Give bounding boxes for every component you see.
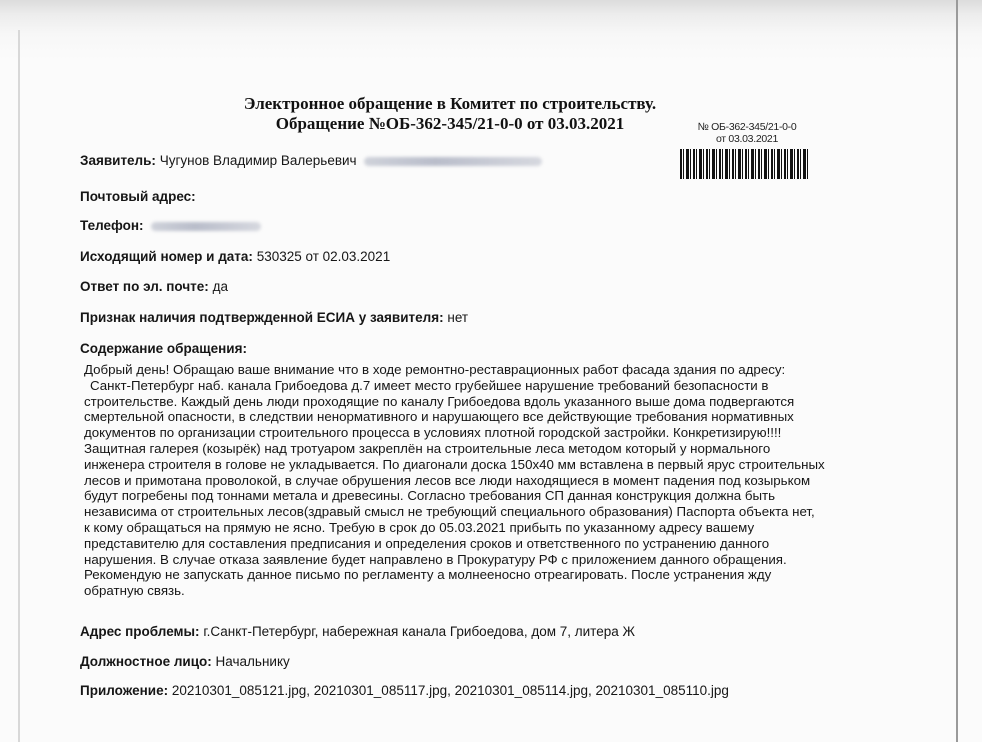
outgoing-number-field xyxy=(80,248,390,265)
heading-line-2: Обращение №ОБ-362-345/21-0-0 от 03.03.2021 xyxy=(275,114,625,133)
problem-address-field xyxy=(80,623,635,640)
phone-label: Телефон: xyxy=(80,218,144,233)
body-line: к кому обращаться на прямую не ясно. Требую в срок до 05.03.2021 прибыть по указанному адресу вашему xyxy=(84,519,755,535)
problem-address-value: г.Санкт-Петербург, набережная канала Грибоедова, дом 7, литера Ж xyxy=(203,624,635,639)
body-line: Защитная галерея (козырёк) над тротуаром закреплён на строительные леса методом который у нормального xyxy=(84,440,771,456)
heading-line-1: Электронное обращение в Комитет по строительству. xyxy=(243,94,657,113)
email-reply-field xyxy=(80,278,228,295)
esia-field xyxy=(80,309,468,326)
redacted-phone xyxy=(151,222,261,231)
esia-value: нет xyxy=(447,310,469,325)
applicant-field xyxy=(80,152,542,169)
body-line: Санкт-Петербург наб. канала Грибоедова д.7 имеет место грубейшее нарушение требований безопасности в xyxy=(90,377,769,393)
redacted-email xyxy=(364,157,542,166)
body-line: документов по организации строительного процесса в условиях плотной городской застройки. Конкретизирую!!!! xyxy=(84,425,782,441)
content-label: Содержание обращения: xyxy=(80,341,247,356)
body-line: строительстве. Каждый день люди проходящие по каналу Грибоедова вдоль указанного выше дома подвергаются xyxy=(84,393,795,409)
document-heading xyxy=(240,94,660,134)
body-line: обратную связь. xyxy=(84,583,185,599)
body-line: Добрый день! Обращаю ваше внимание что в ходе ремонтно-реставрационных работ фасада здания по адресу: xyxy=(84,362,786,377)
attachment-value: 20210301_085121.jpg, 20210301_085117.jpg, 20210301_085114.jpg, 20210301_085110.jpg xyxy=(171,683,729,698)
applicant-value: Чугунов Владимир Валерьевич xyxy=(159,153,357,168)
postal-address-label: Почтовый адрес: xyxy=(80,189,196,204)
appeal-body xyxy=(84,362,894,599)
body-line: лесов и примотана проволокой, в случае обрушения лесов все люди находящиеся в момент падения под козырьком xyxy=(84,472,811,488)
body-line: инженера строителя в голове не укладывается. По диагонали доска 150х40 мм вставлена в первый ярус строительных xyxy=(84,456,825,472)
applicant-label: Заявитель: xyxy=(80,153,156,168)
attachment-label: Приложение: xyxy=(80,683,169,698)
barcode-date: от 03.03.2021 xyxy=(716,133,778,145)
barcode-icon xyxy=(680,149,808,179)
body-line: будут погребены под тоннами метала и древесины. Согласно требования СП данная конструкция должна быть xyxy=(84,488,776,504)
registration-barcode-block xyxy=(672,121,822,181)
official-label: Должностное лицо: xyxy=(80,654,212,669)
email-reply-value: да xyxy=(212,279,228,294)
body-line: нарушения. В случае отказа заявление будет направлено в Прокуратуру РФ с приложением данного обращения. xyxy=(84,551,787,567)
phone-field xyxy=(80,217,261,234)
attachment-field xyxy=(80,682,729,699)
content-field xyxy=(80,340,247,357)
body-line: независима от строительных лесов(здравый смысл не требующий специального образования) Паспорта объекта нет, xyxy=(84,504,815,520)
postal-address-field xyxy=(80,188,196,205)
official-field xyxy=(80,653,290,670)
body-line: смертельной опасности, в следствии ненормативного и нарушающего все действующие требования нормативных xyxy=(84,409,794,425)
outgoing-number-label: Исходящий номер и дата: xyxy=(80,249,253,264)
official-value: Начальнику xyxy=(215,654,290,669)
esia-label: Признак наличия подтвержденной ЕСИА у заявителя: xyxy=(80,310,444,325)
outgoing-number-value: 530325 от 02.03.2021 xyxy=(256,249,391,264)
body-line: представителю для составления предписания и определения сроков и ответственного по устранению данного xyxy=(84,535,770,551)
body-line: Рекомендую не запускать данное письмо по регламенту а молнееносно отреагировать. После устранения жду xyxy=(84,567,772,583)
barcode-number: № ОБ-362-345/21-0-0 xyxy=(697,121,797,133)
problem-address-label: Адрес проблемы: xyxy=(80,624,200,639)
email-reply-label: Ответ по эл. почте: xyxy=(80,279,209,294)
